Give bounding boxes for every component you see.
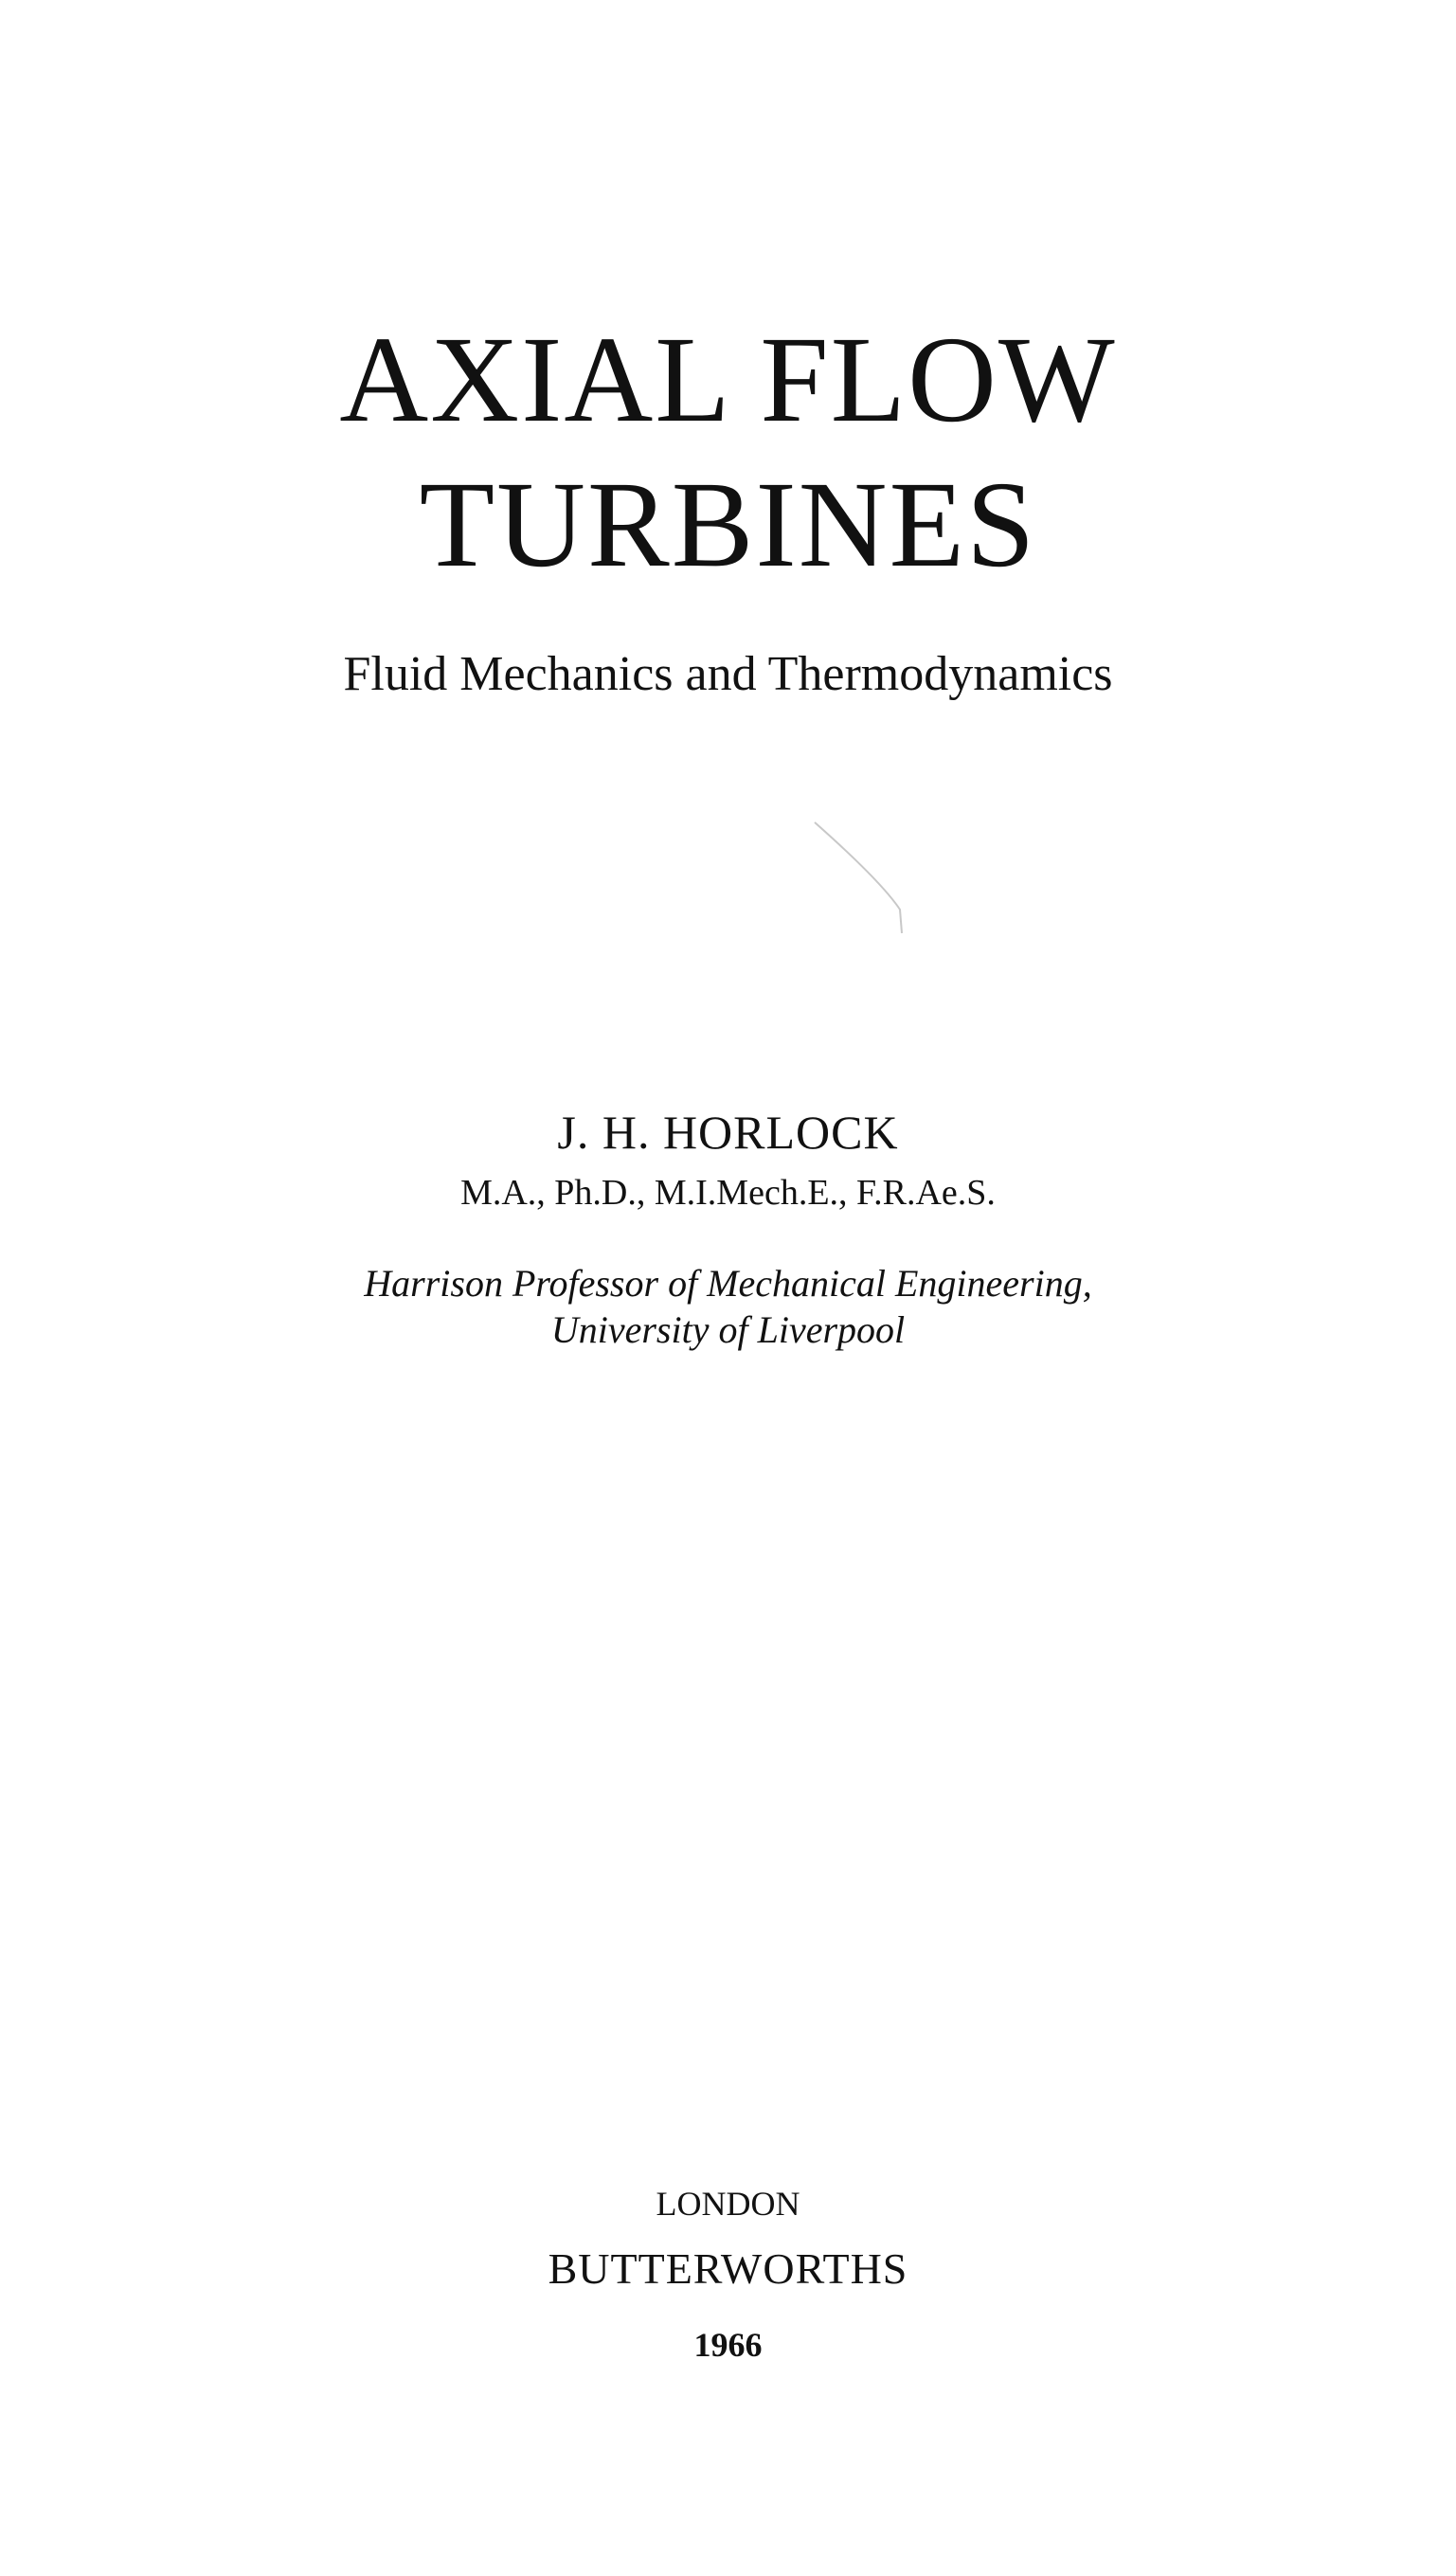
book-title-line-1: AXIAL FLOW: [339, 312, 1117, 448]
publication-place: LONDON: [656, 2185, 800, 2223]
author-affiliation-line-1: Harrison Professor of Mechanical Engineering,: [364, 1262, 1092, 1305]
book-title-line-2: TURBINES: [419, 457, 1037, 593]
book-subtitle: Fluid Mechanics and Thermodynamics: [343, 647, 1113, 701]
publication-year: 1966: [693, 2326, 763, 2364]
author-name: J. H. HORLOCK: [557, 1106, 899, 1159]
author-credentials: M.A., Ph.D., M.I.Mech.E., F.R.Ae.S.: [460, 1173, 996, 1213]
publisher-name: BUTTERWORTHS: [548, 2244, 908, 2293]
author-affiliation-line-2: University of Liverpool: [550, 1308, 906, 1351]
